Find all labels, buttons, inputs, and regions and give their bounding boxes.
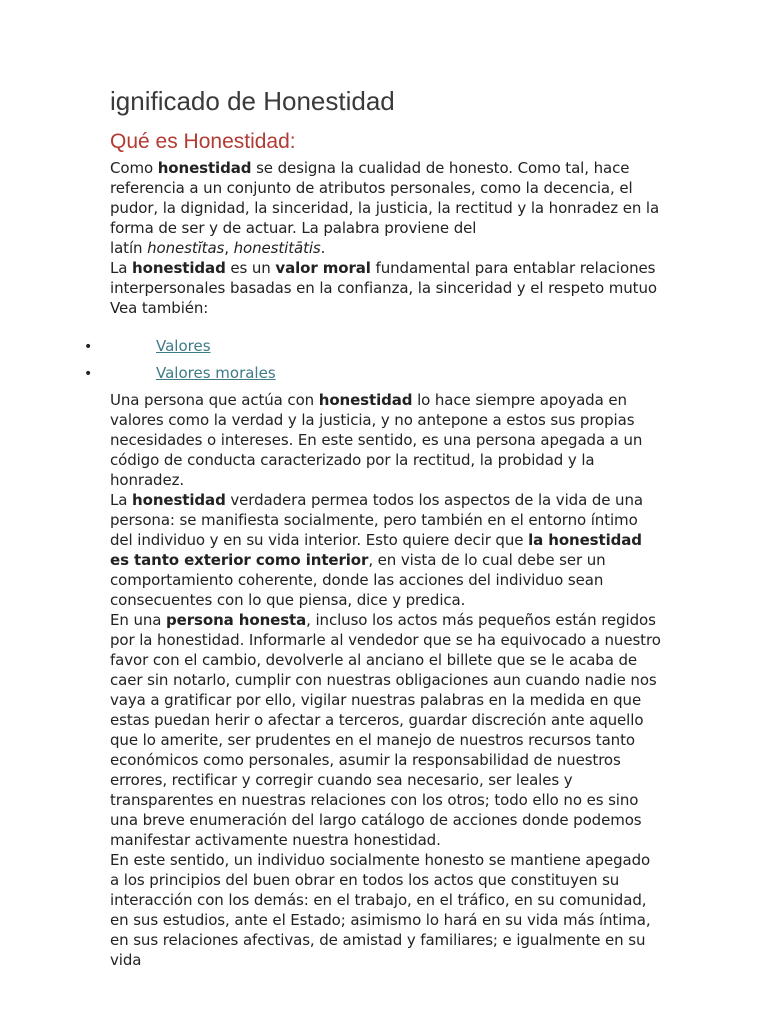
text-run: , incluso los actos más pequeños están regidos por la honestidad. Informarle al vendedor que se ha equivocado a nuestro favor con el cambio, devolverle al anciano el billete que se le acaba de caer sin notarlo, cumplir con nuestras obligaciones aun cuando nadie nos vaya a gratificar por ello, vigilar nuestras palabras en la medida en que estas puedan herir o afectar a terceros, guardar discreción ante aquello que lo amerite, ser prudentes en el manejo de nuestros recursos tanto económicos como personales, asumir la responsabilidad de nuestros errores, rectificar y corregir cuando sea necesario, ser leales y transparentes en nuestras relaciones con los otros; todo ello no es sino una breve enumeración del largo catálogo de acciones donde podemos manifestar activamente nuestra honestidad. [110, 611, 661, 849]
text-run: , en vista de lo cual debe ser un comportamiento coherente, donde las acciones del individuo sean consecuentes con lo que piensa, dice y predica. [110, 551, 606, 609]
text-run: se designa la cualidad de honesto. Como tal, hace referencia a un conjunto de atributos personales, como la decencia, el pudor, la dignidad, la sinceridad, la justicia, la rectitud y la honradez en la forma de ser y de actuar. La palabra proviene del [110, 159, 660, 237]
intro-section [110, 158, 662, 318]
text-run: es un [225, 259, 276, 277]
body-paragraph [110, 490, 662, 610]
text-run: La [110, 491, 133, 509]
bold-term: honestidad [318, 391, 413, 409]
section-heading: Qué es Honestidad: [110, 130, 296, 153]
definition-paragraph [110, 258, 662, 298]
text-run: Una persona que actúa con [110, 391, 319, 409]
bold-term: valor moral [275, 259, 371, 277]
list-item [84, 362, 276, 389]
see-also-list [84, 335, 276, 389]
text-run: La [110, 259, 133, 277]
body-section [110, 390, 662, 970]
bold-term: honestidad [157, 159, 252, 177]
body-paragraph: En este sentido, un individuo socialmente honesto se mantiene apegado a los principios del buen obrar en todos los actos que constituyen su interacción con los demás: en el trabajo, en el tráfico, en su comunidad, en sus estudios, ante el Estado; asimismo lo hará en su vida más íntima, en sus relaciones afectivas, de amistad y familiares; e igualmente en su vida [110, 851, 651, 969]
bold-term: persona honesta [166, 611, 307, 629]
italic-term: honestĭtas [147, 239, 225, 257]
text-run: fundamental para entablar relaciones interpersonales basadas en la confianza, la sinceridad y el respeto mutuo [110, 259, 657, 297]
text-run: En una [110, 611, 167, 629]
body-paragraph [110, 390, 662, 490]
see-also-label: Vea también: [110, 299, 209, 317]
link-valores[interactable]: Valores [156, 337, 211, 355]
text-run: . [320, 239, 326, 257]
body-paragraph [110, 610, 662, 850]
text-run: latín [110, 239, 148, 257]
text-run: verdadera permea todos los aspectos de la vida de una persona: se manifiesta socialmente, pero también en el entorno íntimo del individuo y en su vida interior. Esto quiere decir que [110, 491, 643, 549]
bold-term: la honestidad es tanto exterior como interior [110, 531, 642, 569]
bold-term: honestidad [132, 259, 226, 277]
intro-paragraph [110, 158, 662, 258]
text-run: , [224, 239, 234, 257]
link-valores-morales[interactable]: Valores morales [156, 364, 276, 382]
bold-term: honestidad [132, 491, 226, 509]
bullet-icon: • [84, 339, 93, 355]
italic-term: honestitātis [233, 239, 321, 257]
bullet-icon: • [84, 366, 93, 382]
list-item [84, 335, 276, 362]
text-run: lo hace siempre apoyada en valores como la verdad y la justicia, y no antepone a estos sus propias necesidades o intereses. En este sentido, es una persona apegada a un código de conducta caracterizado por la rectitud, la probidad y la honradez. [110, 391, 643, 489]
page-title: ignificado de Honestidad [110, 86, 395, 116]
text-run: Como [110, 159, 158, 177]
